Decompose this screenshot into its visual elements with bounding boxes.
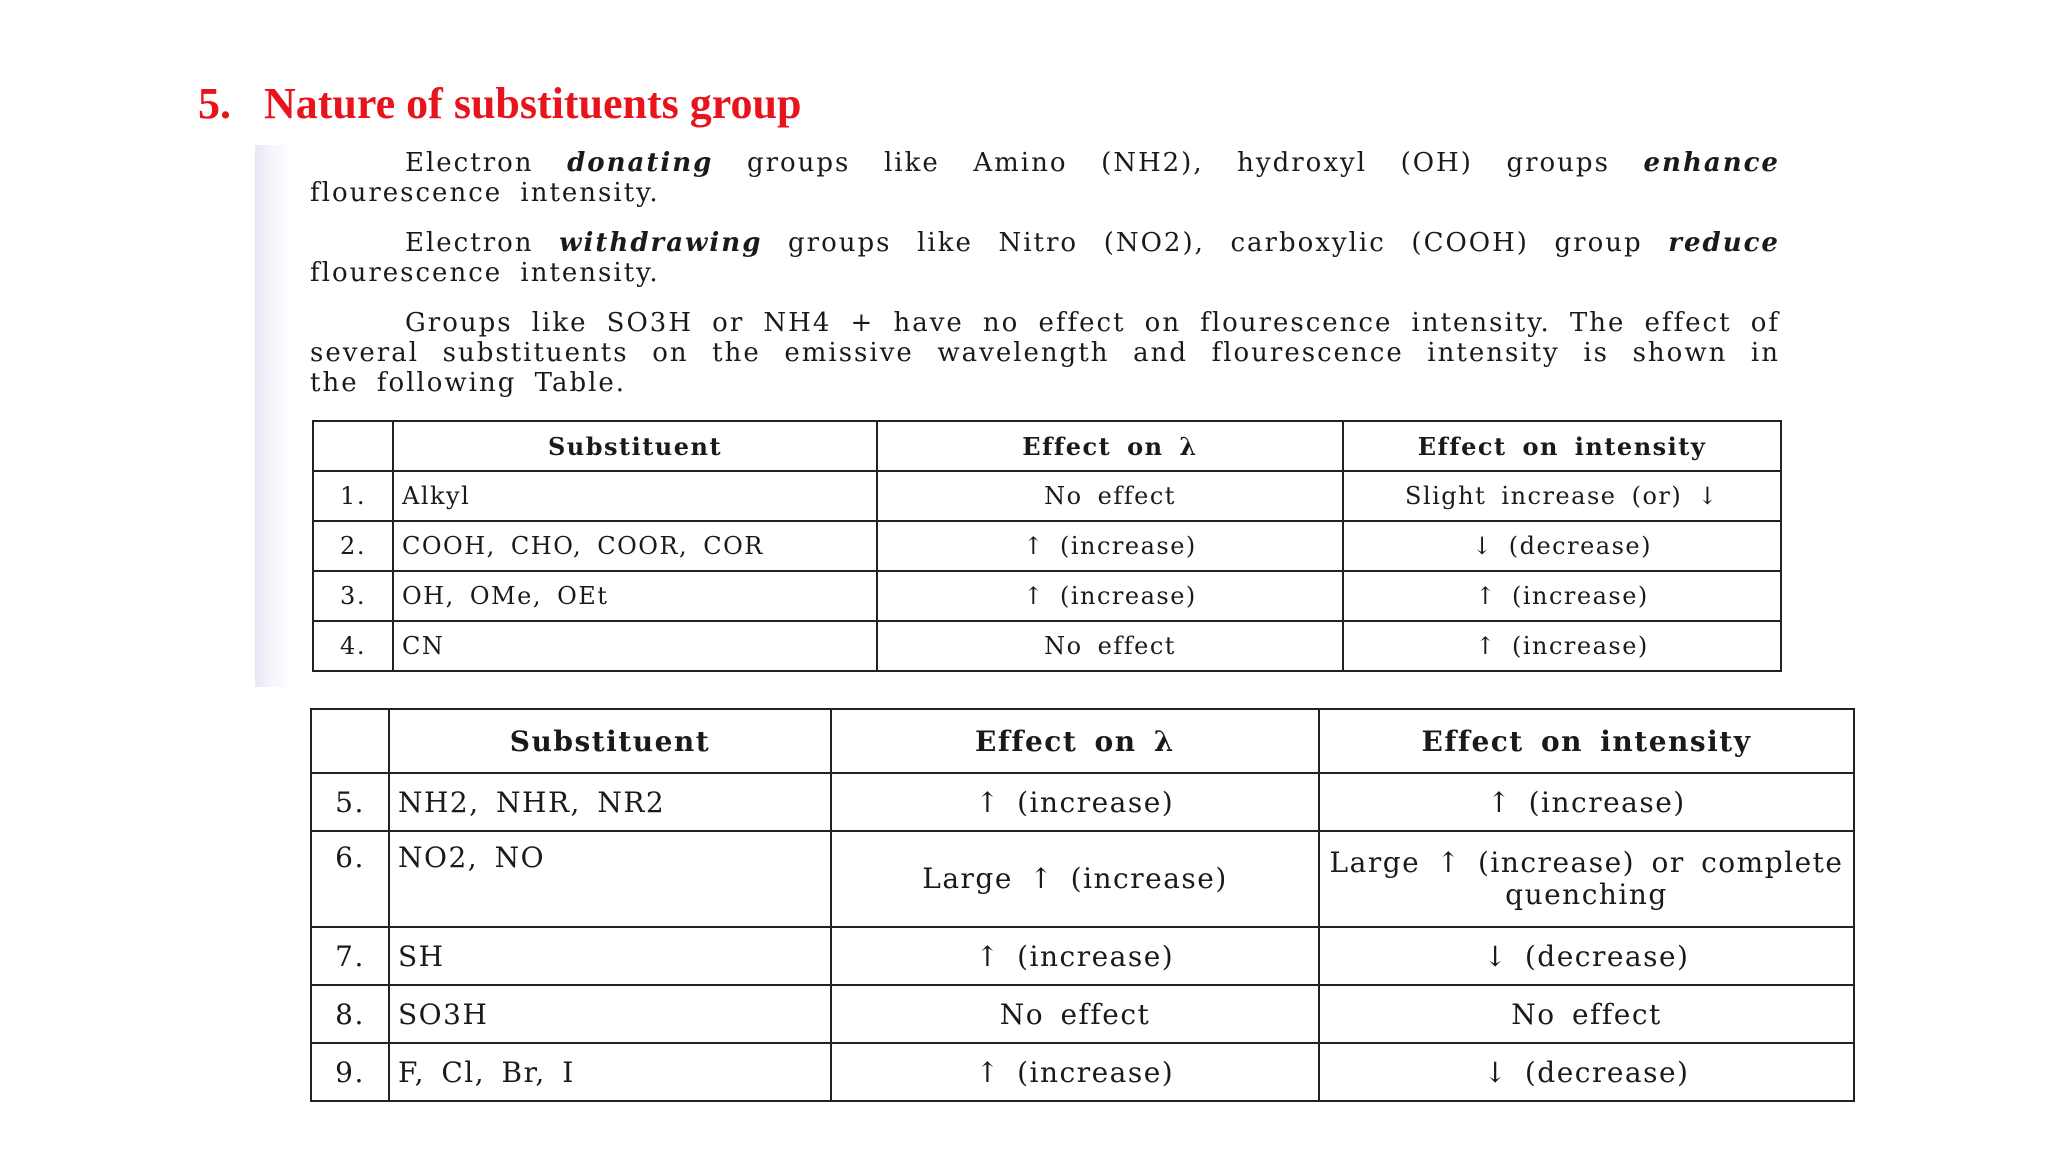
header-effect-intensity: Effect on intensity xyxy=(1319,709,1854,773)
table-header-row xyxy=(313,421,1781,471)
row-number: 5. xyxy=(311,773,389,831)
paragraph-donating-groups xyxy=(310,148,1780,208)
row-number: 7. xyxy=(311,927,389,985)
paragraph-withdrawing-groups xyxy=(310,228,1780,288)
p2-emphasis-withdrawing: withdrawing xyxy=(559,228,763,258)
table-row xyxy=(311,927,1854,985)
table-row xyxy=(311,985,1854,1043)
lambda-effect-cell: No effect xyxy=(831,985,1319,1043)
row-number: 6. xyxy=(311,831,389,927)
intensity-effect-cell: ↑ (increase) xyxy=(1343,621,1781,671)
table-row xyxy=(313,621,1781,671)
substituent-table-2 xyxy=(310,708,1855,1102)
header-substituent: Substituent xyxy=(393,421,877,471)
substituent-cell: COOH, CHO, COOR, COR xyxy=(393,521,877,571)
header-effect-lambda: Effect on λ xyxy=(831,709,1319,773)
table-row xyxy=(311,831,1854,927)
substituent-cell: F, Cl, Br, I xyxy=(389,1043,831,1101)
substituent-cell: OH, OMe, OEt xyxy=(393,571,877,621)
row-number: 9. xyxy=(311,1043,389,1101)
p1-emphasis-enhance: enhance xyxy=(1643,148,1780,178)
lambda-effect-cell: ↑ (increase) xyxy=(831,927,1319,985)
lambda-effect-cell: No effect xyxy=(877,621,1343,671)
p2-text-c: groups like Nitro (NO2), carboxylic (COOH) group xyxy=(762,228,1669,258)
table-row xyxy=(311,1043,1854,1101)
table-row xyxy=(313,471,1781,521)
intensity-effect-cell: ↓ (decrease) xyxy=(1343,521,1781,571)
table-row xyxy=(313,571,1781,621)
table-header-row xyxy=(311,709,1854,773)
lambda-effect-cell: ↑ (increase) xyxy=(877,571,1343,621)
p1-text-c: groups like Amino (NH2), hydroxyl (OH) groups xyxy=(713,148,1644,178)
p1-text-a: Electron xyxy=(405,148,568,178)
table-row xyxy=(313,521,1781,571)
intensity-effect-cell: Slight increase (or) ↓ xyxy=(1343,471,1781,521)
header-effect-lambda: Effect on λ xyxy=(877,421,1343,471)
table-row xyxy=(311,773,1854,831)
lambda-effect-cell: ↑ (increase) xyxy=(831,773,1319,831)
intensity-effect-cell: ↑ (increase) xyxy=(1343,571,1781,621)
header-number xyxy=(311,709,389,773)
intensity-effect-cell: ↓ (decrease) xyxy=(1319,927,1854,985)
row-number: 8. xyxy=(311,985,389,1043)
intensity-effect-cell: ↑ (increase) xyxy=(1319,773,1854,831)
paragraph-no-effect-groups xyxy=(310,308,1780,398)
p1-emphasis-donating: donating xyxy=(567,148,714,178)
p1-text-e: flourescence intensity. xyxy=(310,178,660,208)
row-number: 4. xyxy=(313,621,393,671)
p2-text-e: flourescence intensity. xyxy=(310,258,660,288)
p2-emphasis-reduce: reduce xyxy=(1668,228,1780,258)
substituent-cell: Alkyl xyxy=(393,471,877,521)
intensity-effect-cell: Large ↑ (increase) or complete quenching xyxy=(1319,831,1854,927)
substituent-table-1 xyxy=(312,420,1782,672)
lambda-effect-cell: ↑ (increase) xyxy=(831,1043,1319,1101)
row-number: 3. xyxy=(313,571,393,621)
header-effect-intensity: Effect on intensity xyxy=(1343,421,1781,471)
substituent-cell: SO3H xyxy=(389,985,831,1043)
row-number: 1. xyxy=(313,471,393,521)
lambda-effect-cell: No effect xyxy=(877,471,1343,521)
p2-text-a: Electron xyxy=(405,228,560,258)
substituent-cell: NO2, NO xyxy=(389,831,831,927)
intensity-effect-cell: ↓ (decrease) xyxy=(1319,1043,1854,1101)
header-substituent: Substituent xyxy=(389,709,831,773)
p3-text: Groups like SO3H or NH4 + have no effect on flourescence intensity. The effect of several substituents on the emissive wavelength and flourescence intensity is shown in the following Table. xyxy=(310,308,1780,398)
row-number: 2. xyxy=(313,521,393,571)
lambda-effect-cell: ↑ (increase) xyxy=(877,521,1343,571)
intensity-effect-cell: No effect xyxy=(1319,985,1854,1043)
lambda-effect-cell: Large ↑ (increase) xyxy=(831,831,1319,927)
slide-title: 5. Nature of substituents group xyxy=(198,79,802,128)
header-number xyxy=(313,421,393,471)
substituent-cell: NH2, NHR, NR2 xyxy=(389,773,831,831)
substituent-cell: SH xyxy=(389,927,831,985)
substituent-cell: CN xyxy=(393,621,877,671)
